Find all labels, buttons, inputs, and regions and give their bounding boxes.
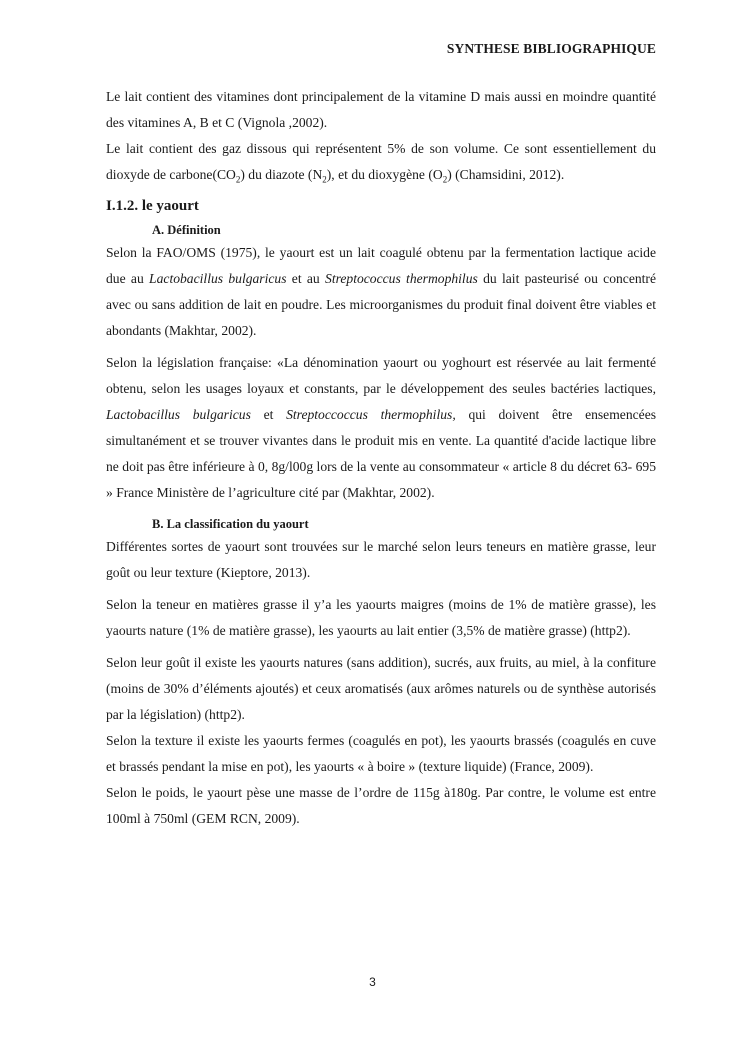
section-heading: I.1.2. le yaourt xyxy=(106,198,199,214)
subsection-heading-classification: B. La classification du yaourt xyxy=(152,517,309,531)
italic-term: Streptococcus thermophilus xyxy=(325,271,478,286)
paragraph-weight: Selon le poids, le yaourt pèse une masse de l’ordre de 115g à180g. Par contre, le volume est entre 100ml à 750ml (GEM RCN, 2009). xyxy=(106,785,656,826)
italic-term: Lactobacillus bulgaricus xyxy=(149,271,287,286)
paragraph-fat-content: Selon la teneur en matières grasse il y’a les yaourts maigres (moins de 1% de matière grasse), les yaourts nature (1% de matière grasse), les yaourts au lait entier (3,5% de matière grasse) (http2). xyxy=(106,597,656,638)
subscript: 2 xyxy=(322,174,327,185)
page-number: 3 xyxy=(369,975,376,989)
paragraph-taste: Selon leur goût il existe les yaourts natures (sans addition), sucrés, aux fruits, au miel, à la confiture (moins de 30% d’éléments ajoutés) et ceux aromatisés (aux arômes naturels ou de synthèse autorisés par la législation) (http2). xyxy=(106,655,656,722)
paragraph-fao-definition xyxy=(106,240,656,344)
subscript: 2 xyxy=(235,174,241,185)
running-header: SYNTHESE BIBLIOGRAPHIQUE xyxy=(446,41,656,56)
paragraph-french-legislation xyxy=(106,350,656,506)
page-body xyxy=(106,84,656,832)
paragraph-texture: Selon la texture il existe les yaourts fermes (coagulés en pot), les yaourts brassés (coagulés en cuve et brassés pendant la mise en pot), les yaourts « à boire » (texture liquide) (France, 2009). xyxy=(106,733,656,774)
subscript: 2 xyxy=(442,174,448,185)
text-run: qui doivent être ensemencées simultanément et se trouver vivantes dans le produit mis en vente. La quantité d'acide lactique libre ne doit pas être inférieure à 0, 8g/l00g lors de la vente au consommateur « article 8 du décret 63- 695 » France Ministère de l’agriculture cité par (Makhtar, 2002). xyxy=(106,407,657,500)
text-run: Selon la législation française: «La dénomination yaourt ou yoghourt est réservée au lait fermenté obtenu, selon les usages loyaux et constants, par le développement des seules bactéries lactiques, xyxy=(106,355,656,396)
text-run: Selon la FAO/OMS (1975), le yaourt est un lait coagulé obtenu par la fermentation lactique acide due au xyxy=(106,245,656,286)
paragraph-classification-intro: Différentes sortes de yaourt sont trouvées sur le marché selon leurs teneurs en matière grasse, leur goût ou leur texture (Kieptore, 2013). xyxy=(106,539,656,580)
text-run: ) du diazote (N xyxy=(240,167,323,182)
italic-term: Streptoccoccus thermophilus, xyxy=(286,407,456,422)
text-run: ), et du dioxygène (O xyxy=(326,167,443,182)
italic-term: Lactobacillus bulgaricus xyxy=(106,407,251,422)
text-run: et au xyxy=(286,271,326,286)
paragraph-vitamins: Le lait contient des vitamines dont principalement de la vitamine D mais aussi en moindre quantité des vitamines A, B et C (Vignola ,2002). xyxy=(106,89,656,130)
text-run: ) (Chamsidini, 2012). xyxy=(447,167,565,182)
text-run: du lait pasteurisé ou concentré avec ou sans addition de lait en poudre. Les microorganismes du produit final doivent être viables et abondants (Makhtar, 2002). xyxy=(106,271,656,338)
text-run: et xyxy=(250,407,287,422)
subsection-heading-definition: A. Définition xyxy=(152,223,221,237)
paragraph-gases xyxy=(106,136,656,188)
text-run: Le lait contient des gaz dissous qui représentent 5% de son volume. Ce sont essentiellement du dioxyde de carbone(CO xyxy=(106,141,656,182)
